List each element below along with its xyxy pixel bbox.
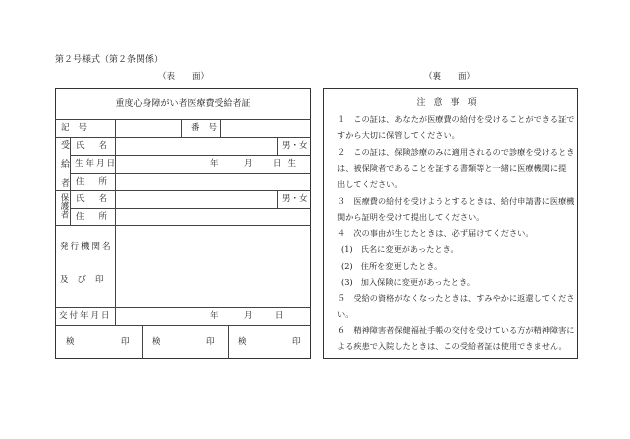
note-line: (3) 加入保険に変更があったとき。	[341, 277, 476, 287]
issue-day-unit: 日	[275, 311, 284, 321]
guardian-name-label: 氏名	[76, 194, 122, 204]
back-card	[323, 88, 578, 359]
inspection-label: 検	[238, 337, 247, 347]
divider	[55, 137, 311, 138]
kigo-label: 記号	[61, 123, 97, 133]
gender-label: 男・女	[282, 141, 308, 151]
note-line: (1) 氏名に変更があったとき。	[341, 244, 459, 254]
seal-label: 印	[121, 337, 130, 347]
note-line: ３ 医療費の給付を受けようとするときは、給付申請書に医療機	[337, 196, 575, 206]
seal-label: 印	[292, 337, 301, 347]
note-line: １ この証は、あなたが医療費の給付を受けることができる証で	[337, 114, 575, 124]
divider	[70, 208, 311, 209]
recipient-group-label: 受給者	[59, 140, 69, 197]
note-line: (2) 住所を変更したとき。	[341, 261, 443, 271]
note-line: よる疾患で入院したときは、この受給者証は使用できません。	[337, 341, 567, 351]
birth-day-unit: 日生	[273, 159, 303, 169]
divider	[277, 137, 278, 155]
note-line: は、被保険者であることを証する書類等と一緒に医療機関に提	[337, 163, 567, 173]
birth-month-unit: 月	[244, 159, 253, 169]
divider	[228, 325, 229, 359]
note-line: ６ 精神障害者保健福祉手帳の交付を受けている方が精神障害に	[337, 325, 575, 335]
divider	[70, 137, 71, 225]
card-title: 重度心身障がい者医療費受給者証	[115, 99, 251, 109]
divider	[70, 155, 311, 156]
front-side-label: （表 面）	[158, 72, 210, 82]
note-line: い。	[337, 309, 354, 319]
name-label: 氏名	[76, 141, 122, 151]
back-side-label: （裏 面）	[424, 72, 476, 82]
guardian-group-label: 保護者	[59, 193, 69, 219]
divider	[277, 190, 278, 208]
note-line: ２ この証は、保険診療のみに適用されるので診療を受けるとき	[337, 147, 575, 157]
divider	[142, 325, 143, 359]
note-line: 関から証明を受けて提出してください。	[337, 212, 485, 222]
birth-date-label: 生年月日	[75, 159, 118, 169]
address-label: 住所	[76, 177, 122, 187]
divider	[55, 225, 311, 226]
note-line: ５ 受給の資格がなくなったときは、すみやかに返還してくださ	[337, 293, 575, 303]
issuer-seal-label: 及び印	[60, 275, 113, 285]
issuer-label: 発行機関名	[60, 242, 113, 252]
divider	[55, 119, 311, 120]
divider	[55, 325, 311, 326]
issue-month-unit: 月	[244, 311, 253, 321]
form-number: 第２号様式（第２条関係）	[55, 55, 164, 65]
note-line: すから大切に保管してください。	[337, 130, 460, 140]
bango-label: 番号	[191, 123, 227, 133]
divider	[55, 190, 311, 191]
note-line: ４ 次の事由が生じたときは、必ず届けてください。	[337, 228, 534, 238]
note-line: 出してください。	[337, 179, 403, 189]
seal-label: 印	[206, 337, 215, 347]
inspection-label: 検	[66, 337, 75, 347]
divider	[55, 307, 311, 308]
divider	[70, 173, 311, 174]
guardian-gender-label: 男・女	[282, 194, 308, 204]
inspection-label: 検	[152, 337, 161, 347]
notes-heading: 注意事項	[416, 98, 485, 108]
birth-year-unit: 年	[210, 159, 219, 169]
guardian-address-label: 住所	[76, 212, 122, 222]
issue-year-unit: 年	[210, 311, 219, 321]
divider	[181, 119, 182, 137]
issue-date-label: 交付年月日	[59, 311, 112, 321]
